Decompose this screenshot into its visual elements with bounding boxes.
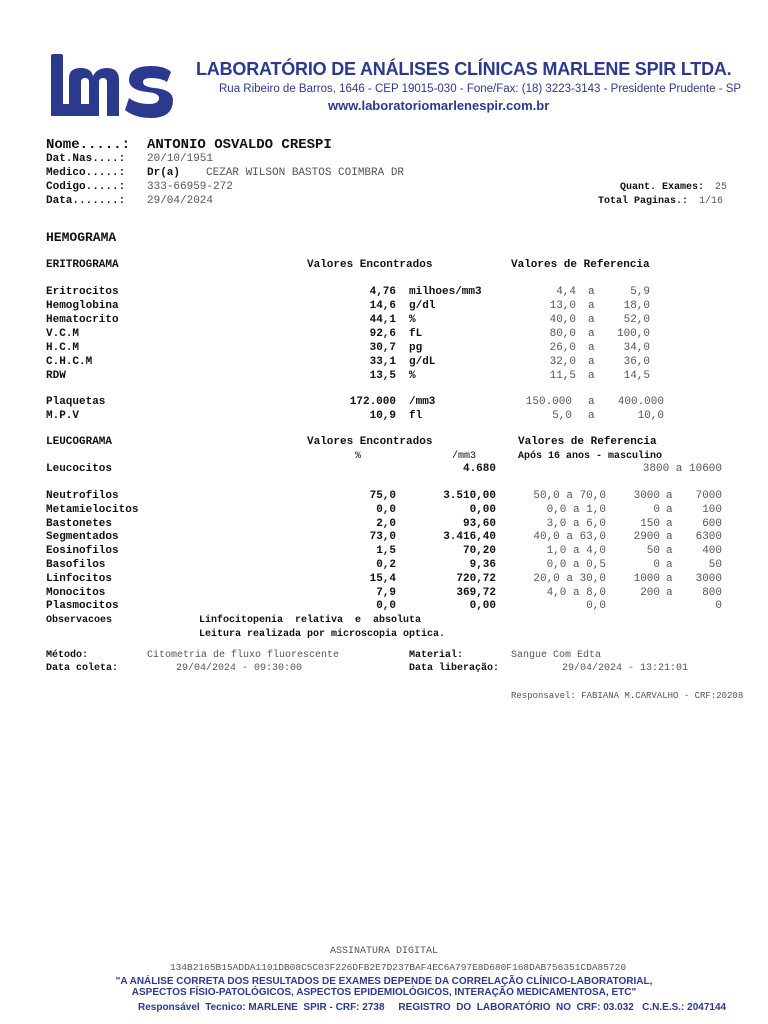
- leuco-name: Segmentados: [46, 531, 119, 544]
- leuco-abs-ref-high: 100: [702, 503, 722, 516]
- eritro-ref-high: 36,0: [623, 356, 650, 368]
- eritro-ref-low: 11,5: [549, 370, 576, 382]
- leucocitos-ref: 3800 a 10600: [642, 463, 722, 475]
- leuco-pct: 15,4: [369, 572, 396, 585]
- release-label: Data liberação:: [409, 663, 500, 674]
- patient-name: ANTONIO OSVALDO CRESPI: [147, 137, 332, 153]
- eritro-ref-high: 18,0: [623, 300, 650, 312]
- disclaimer: [0, 976, 768, 998]
- leuco-pct: 0,2: [376, 559, 396, 571]
- code-label: Codigo.....:: [46, 181, 126, 193]
- leuco-abs: 3.510,00: [443, 490, 496, 502]
- platelet-ref-a: a: [588, 396, 595, 408]
- platelet-ref-high: 400.000: [617, 396, 664, 408]
- eritro-ref-low: 4,4: [556, 286, 576, 298]
- material-value: Sangue Com Edta: [511, 650, 602, 661]
- mm3-header: /mm3: [452, 451, 477, 462]
- eritro-value: 92,6: [369, 328, 396, 340]
- leuco-abs-ref-a: a: [666, 531, 673, 544]
- eritro-value: 4,76: [369, 286, 396, 298]
- leuco-abs-ref-low: 0: [653, 559, 660, 571]
- eritro-name: RDW: [46, 370, 66, 382]
- leuco-pct-ref: 40,0 a 63,0: [533, 531, 606, 544]
- technical-responsible: Responsável Tecnico: MARLENE SPIR - CRF: 2738 REGISTRO DO LABORATÓRIO NO CRF: 03.032 C.N.E.S.: 2047144: [138, 1002, 727, 1013]
- leuco-name: Neutrofilos: [46, 490, 119, 502]
- leuco-abs-ref-low: 0: [653, 503, 660, 516]
- eritro-ref-a: a: [588, 356, 595, 368]
- leuco-pct-ref: 4,0 a 8,0: [546, 586, 606, 599]
- platelet-unit: fl: [409, 410, 423, 422]
- eritro-ref-high: 52,0: [623, 314, 650, 326]
- eritro-unit: milhoes/mm3: [409, 286, 482, 298]
- exams-count: 25: [715, 182, 728, 193]
- leuco-name: Plasmocitos: [46, 600, 119, 613]
- leuco-abs-ref-a: a: [666, 517, 673, 530]
- leuco-abs: 9,36: [469, 559, 496, 571]
- leuco-pct: 0,0: [376, 503, 396, 516]
- leuco-abs: 70,20: [462, 545, 496, 558]
- leuco-abs-ref-low: 1000: [633, 572, 660, 585]
- signature-hash: 134B2165B15ADDA1101DB08C5C03F226DFB2E7D237BAF4EC6A797E8D680F168DAB756351CDA85720: [169, 962, 627, 973]
- leuco-pct-ref: 0,0 a 0,5: [546, 559, 606, 571]
- leuco-abs-ref-high: 50: [708, 559, 722, 571]
- leuco-pct-ref: 20,0 a 30,0: [533, 572, 606, 585]
- eritro-value: 30,7: [369, 342, 396, 354]
- birth-label: Dat.Nas....:: [46, 153, 126, 165]
- eritro-name: H.C.M: [46, 342, 80, 354]
- leuco-pct-ref: 0,0: [586, 600, 606, 613]
- platelet-ref-low: 150.000: [525, 396, 572, 408]
- eritro-ref-low: 32,0: [549, 356, 576, 368]
- leuco-abs: 369,72: [456, 586, 496, 599]
- method-label: Método:: [46, 650, 89, 661]
- collect-label: Data coleta:: [46, 663, 119, 674]
- platelet-unit: /mm3: [409, 396, 436, 408]
- eritro-value: 14,6: [369, 300, 396, 312]
- eritro-name: Hematocrito: [46, 314, 119, 326]
- date-label: Data.......:: [46, 195, 126, 207]
- eritro-unit: g/dL: [409, 356, 436, 368]
- obs-line-2: Leitura realizada por microscopia optica.: [199, 629, 446, 640]
- exam-title: HEMOGRAMA: [46, 230, 117, 245]
- obs-line-1: Linfocitopenia relativa e absoluta: [199, 615, 422, 626]
- leuco-pct: 0,0: [376, 600, 396, 613]
- exams-label: Quant. Exames:: [620, 182, 705, 193]
- eritro-unit: %: [409, 314, 416, 326]
- eritro-unit: %: [409, 370, 416, 382]
- eritro-ref-low: 80,0: [549, 328, 576, 340]
- leuco-abs-ref-low: 150: [640, 517, 660, 530]
- leuco-pct: 1,5: [376, 545, 396, 558]
- leuco-name: Basofilos: [46, 559, 106, 571]
- doctor-label: Medico.....:: [46, 167, 126, 179]
- leuco-abs-ref-high: 600: [702, 517, 722, 530]
- platelet-ref-low: 5,0: [552, 410, 572, 422]
- leuco-abs-ref-high: 0: [715, 600, 722, 613]
- leuco-abs-ref-a: a: [666, 545, 673, 558]
- lab-website: www.laboratoriomarlenespir.com.br: [328, 98, 550, 113]
- eritrograma-title: ERITROGRAMA: [46, 259, 119, 271]
- platelet-ref-a: a: [588, 410, 595, 422]
- leuco-name: Eosinofilos: [46, 545, 119, 558]
- leuco-abs-ref-high: 3000: [695, 572, 722, 585]
- eritro-ref-a: a: [588, 314, 595, 326]
- eritro-ref-high: 5,9: [630, 286, 650, 298]
- method-value: Citometria de fluxo fluorescente: [147, 650, 340, 661]
- eritro-value: 44,1: [369, 314, 396, 326]
- leuco-abs: 0,00: [469, 600, 496, 613]
- leuco-pct: 75,0: [369, 490, 396, 502]
- leuco-abs-ref-a: a: [666, 559, 673, 571]
- leucocitos-value: 4.680: [462, 463, 496, 475]
- leuco-abs: 720,72: [456, 572, 496, 585]
- leucograma-title: LEUCOGRAMA: [46, 436, 113, 448]
- lab-address: Rua Ribeiro de Barros, 1646 - CEP 19015-030 - Fone/Fax: (18) 3223-3143 - Presidente Prudente - SP: [219, 83, 742, 95]
- name-label: Nome.....:: [46, 137, 131, 153]
- pct-header: %: [355, 451, 362, 462]
- leuco-abs-ref-high: 400: [702, 545, 722, 558]
- eritro-ref-header: Valores de Referencia: [511, 259, 650, 271]
- leuco-abs-ref-high: 6300: [695, 531, 722, 544]
- disclaimer-line-1: "A ANÁLISE CORRETA DOS RESULTADOS DE EXAMES DEPENDE DA CORRELAÇÃO CLÍNICO-LABORATORIAL,: [115, 976, 653, 987]
- eritro-ref-high: 100,0: [616, 328, 650, 340]
- leuco-pct: 73,0: [369, 531, 396, 544]
- obs-label: Observacoes: [46, 615, 113, 626]
- eritro-name: Eritrocitos: [46, 286, 119, 298]
- pages-count: 1/16: [699, 196, 724, 207]
- eritro-found-header: Valores Encontrados: [307, 259, 433, 271]
- ref-note: Após 16 anos - masculino: [518, 451, 663, 462]
- platelet-value: 10,9: [369, 410, 396, 422]
- leuco-ref-header: Valores de Referencia: [518, 436, 657, 448]
- platelet-name: Plaquetas: [46, 396, 106, 408]
- leuco-pct-ref: 1,0 a 4,0: [546, 545, 606, 558]
- eritro-unit: fL: [409, 328, 423, 340]
- leuco-abs: 93,60: [462, 517, 496, 530]
- exam-date: 29/04/2024: [147, 195, 214, 207]
- platelet-ref-high: 10,0: [637, 410, 664, 422]
- leuco-abs-ref-high: 7000: [695, 490, 722, 502]
- eritro-ref-high: 34,0: [623, 342, 650, 354]
- material-label: Material:: [409, 650, 464, 661]
- eritro-ref-low: 40,0: [549, 314, 576, 326]
- eritro-ref-a: a: [588, 370, 595, 382]
- leuco-pct-ref: 50,0 a 70,0: [533, 490, 606, 502]
- leuco-pct-ref: 0,0 a 1,0: [546, 503, 606, 516]
- leuco-abs-ref-high: 800: [702, 586, 722, 599]
- disclaimer-line-2: ASPECTOS FÍSIO-PATOLÓGICOS, ASPECTOS EPIDEMIOLÓGICOS, INTERAÇÃO MEDICAMENTOSA, ETC": [131, 987, 637, 998]
- leuco-abs-ref-low: 200: [640, 586, 660, 599]
- eritro-name: C.H.C.M: [46, 356, 93, 368]
- pages-label: Total Paginas.:: [598, 196, 689, 207]
- eritro-ref-a: a: [588, 328, 595, 340]
- eritro-value: 33,1: [369, 356, 396, 368]
- collect-value: 29/04/2024 - 09:30:00: [176, 663, 303, 674]
- leuco-pct: 2,0: [376, 517, 396, 530]
- eritro-ref-low: 26,0: [549, 342, 576, 354]
- leuco-abs-ref-low: 2900: [633, 531, 660, 544]
- leuco-abs-ref-low: 50: [646, 545, 660, 558]
- birth-date: 20/10/1951: [147, 153, 214, 165]
- leuco-pct-ref: 3,0 a 6,0: [546, 517, 606, 530]
- responsible: Responsavel: FABIANA M.CARVALHO - CRF:20208: [511, 691, 744, 701]
- lab-name: LABORATÓRIO DE ANÁLISES CLÍNICAS MARLENE SPIR LTDA.: [196, 59, 732, 79]
- eritro-value: 13,5: [369, 370, 396, 382]
- leuco-name: Linfocitos: [46, 572, 113, 585]
- lab-logo: [47, 52, 177, 118]
- doctor-prefix: Dr(a): [147, 167, 181, 179]
- leuco-abs-ref-a: a: [666, 503, 673, 516]
- patient-code: 333-66959-272: [147, 181, 233, 193]
- leuco-abs: 0,00: [469, 503, 496, 516]
- eritro-ref-a: a: [588, 300, 595, 312]
- signature-label: ASSINATURA DIGITAL: [329, 946, 439, 957]
- eritro-unit: pg: [409, 342, 423, 354]
- release-value: 29/04/2024 - 13:21:01: [562, 663, 689, 674]
- eritro-name: V.C.M: [46, 328, 80, 340]
- platelet-value: 172.000: [349, 396, 396, 408]
- eritro-unit: g/dl: [409, 300, 436, 312]
- leuco-abs-ref-a: a: [666, 572, 673, 585]
- leuco-name: Bastonetes: [46, 517, 113, 530]
- eritro-ref-low: 13,0: [549, 300, 576, 312]
- leuco-pct: 7,9: [376, 586, 396, 599]
- leuco-name: Metamielocitos: [46, 503, 139, 516]
- eritro-name: Hemoglobina: [46, 300, 119, 312]
- leuco-name: Monocitos: [46, 586, 106, 599]
- leucocitos-label: Leucocitos: [46, 463, 113, 475]
- eritro-ref-high: 14,5: [623, 370, 650, 382]
- leuco-found-header: Valores Encontrados: [307, 436, 433, 448]
- platelet-name: M.P.V: [46, 410, 80, 422]
- leuco-abs-ref-a: a: [666, 586, 673, 599]
- leuco-abs-ref-a: a: [666, 490, 673, 502]
- leuco-abs: 3.416,40: [443, 531, 496, 544]
- doctor-name: CEZAR WILSON BASTOS COIMBRA DR: [206, 167, 405, 179]
- eritro-ref-a: a: [588, 342, 595, 354]
- eritro-ref-a: a: [588, 286, 595, 298]
- leuco-abs-ref-low: 3000: [633, 490, 660, 502]
